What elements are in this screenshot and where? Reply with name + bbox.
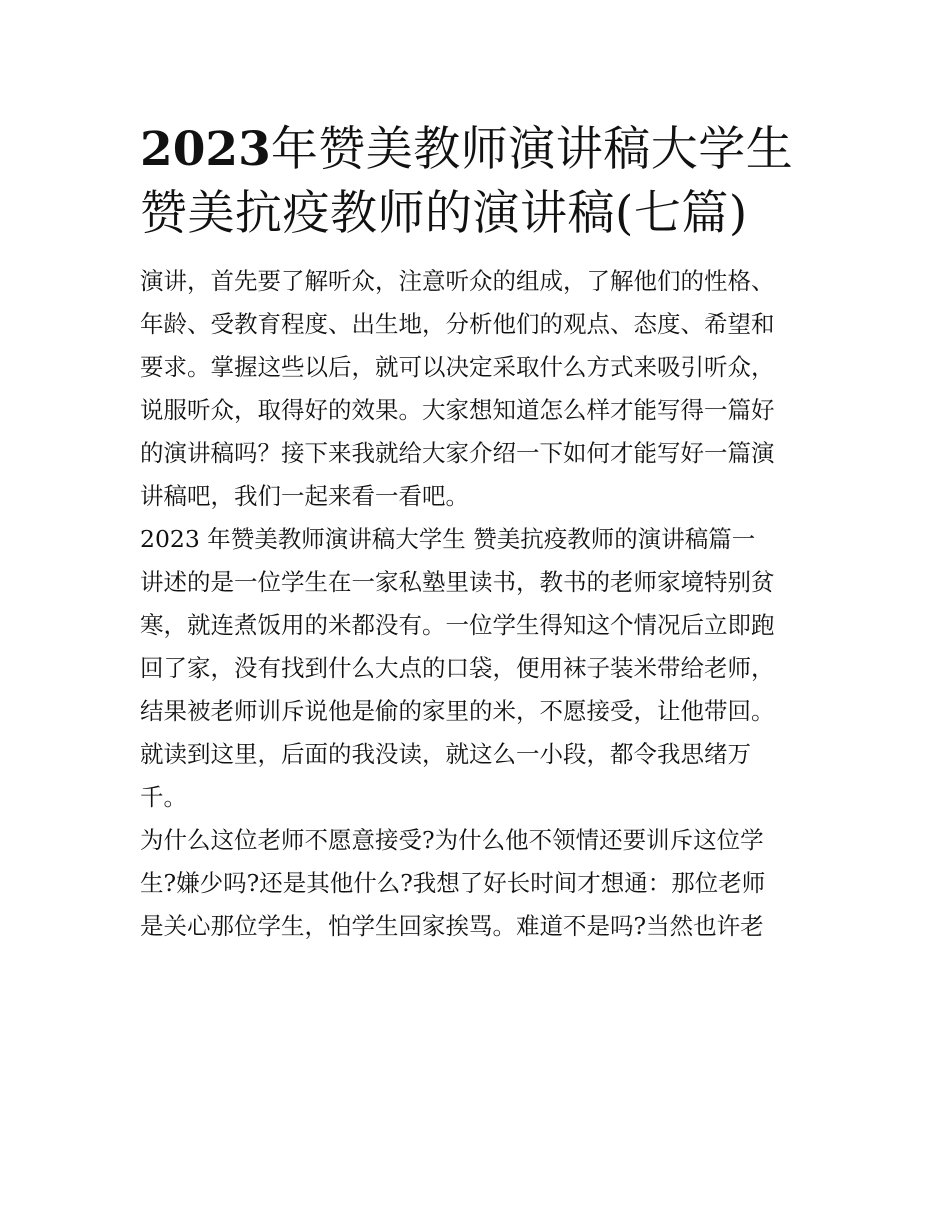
title-line-1-text: 年赞美教师演讲稿大学生 [270, 122, 794, 177]
story-line: 结果被老师训斥说他是偷的家里的米，不愿接受，让他带回。 [140, 697, 775, 725]
title-line-2: 赞美抗疫教师的演讲稿(七篇) [140, 186, 748, 241]
intro-paragraph [140, 260, 820, 518]
story-line: 千。 [140, 783, 187, 811]
story-line: 就读到这里，后面的我没读，就这么一小段，都令我思绪万 [140, 740, 751, 768]
reflection-line: 是关心那位学生，怕学生回家挨骂。难道不是吗?当然也许老 [140, 912, 764, 940]
story-line: 讲述的是一位学生在一家私塾里读书，教书的老师家境特别贫 [140, 568, 775, 596]
intro-line: 讲稿吧，我们一起来看一看吧。 [140, 482, 469, 510]
intro-line: 年龄、受教育程度、出生地，分析他们的观点、态度、希望和 [140, 310, 775, 338]
document-page [140, 118, 820, 948]
reflection-line: 为什么这位老师不愿意接受?为什么他不领情还要训斥这位学 [140, 826, 764, 854]
intro-line: 说服听众，取得好的效果。大家想知道怎么样才能写得一篇好 [140, 396, 775, 424]
section-heading: 2023 年赞美教师演讲稿大学生 赞美抗疫教师的演讲稿篇一 [140, 525, 756, 553]
reflection-paragraph [140, 819, 820, 948]
title-line-1 [140, 122, 793, 177]
document-title [140, 118, 820, 246]
story-line: 寒，就连煮饭用的米都没有。一位学生得知这个情况后立即跑 [140, 611, 775, 639]
reflection-line: 生?嫌少吗?还是其他什么?我想了好长时间才想通：那位老师 [140, 869, 766, 897]
intro-line: 的演讲稿吗？接下来我就给大家介绍一下如何才能写好一篇演 [140, 439, 775, 467]
intro-line: 演讲，首先要了解听众，注意听众的组成，了解他们的性格、 [140, 267, 775, 295]
story-line: 回了家，没有找到什么大点的口袋，便用袜子装米带给老师， [140, 654, 775, 682]
intro-line: 要求。掌握这些以后，就可以决定采取什么方式来吸引听众， [140, 353, 775, 381]
title-year: 2023 [140, 122, 271, 177]
story-paragraph [140, 561, 820, 819]
